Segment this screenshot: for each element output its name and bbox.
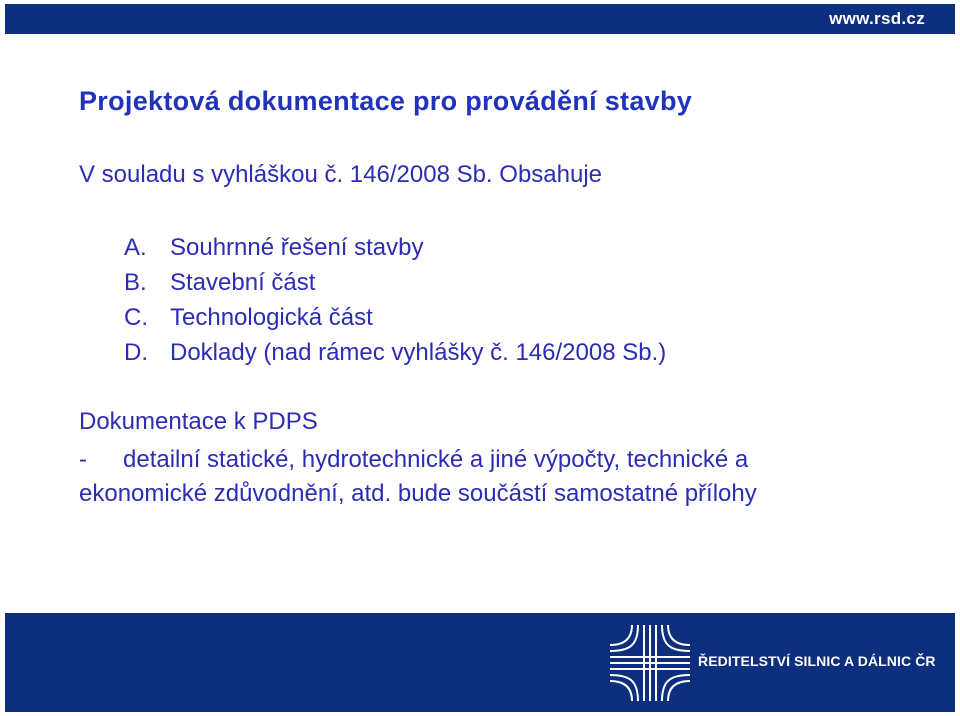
pdps-detail-line-2: ekonomické zdůvodnění, atd. bude součástí samostatné přílohy xyxy=(79,480,757,507)
list-item-label: Technologická část xyxy=(170,304,373,331)
list-item-label: Souhrnné řešení stavby xyxy=(170,234,424,261)
list-item-label: Stavební část xyxy=(170,269,316,296)
pdps-detail-text-1: detailní statické, hydrotechnické a jiné výpočty, technické a xyxy=(123,446,749,473)
organization-name: ŘEDITELSTVÍ SILNIC A DÁLNIC ČR xyxy=(698,653,936,669)
list-marker: C. xyxy=(124,304,148,331)
list-marker: B. xyxy=(124,269,147,296)
dash-marker: - xyxy=(79,446,87,473)
list-marker: D. xyxy=(124,339,148,366)
pdps-detail-line-1 xyxy=(79,443,929,477)
section-list xyxy=(124,230,666,370)
header-bar xyxy=(5,4,955,34)
page-title: Projektová dokumentace pro provádění stavby xyxy=(79,86,693,116)
list-item-label: Doklady (nad rámec vyhlášky č. 146/2008 Sb.) xyxy=(170,339,667,366)
highway-interchange-icon xyxy=(608,623,692,703)
list-item xyxy=(124,335,666,370)
footer-bar xyxy=(5,613,955,712)
site-url[interactable]: www.rsd.cz xyxy=(829,9,925,28)
list-item xyxy=(124,230,666,265)
list-marker: A. xyxy=(124,234,147,261)
intro-text: V souladu s vyhláškou č. 146/2008 Sb. Obsahuje xyxy=(79,161,603,188)
list-item xyxy=(124,265,666,300)
pdps-detail xyxy=(79,443,929,511)
list-item xyxy=(124,300,666,335)
pdps-heading: Dokumentace k PDPS xyxy=(79,408,318,435)
